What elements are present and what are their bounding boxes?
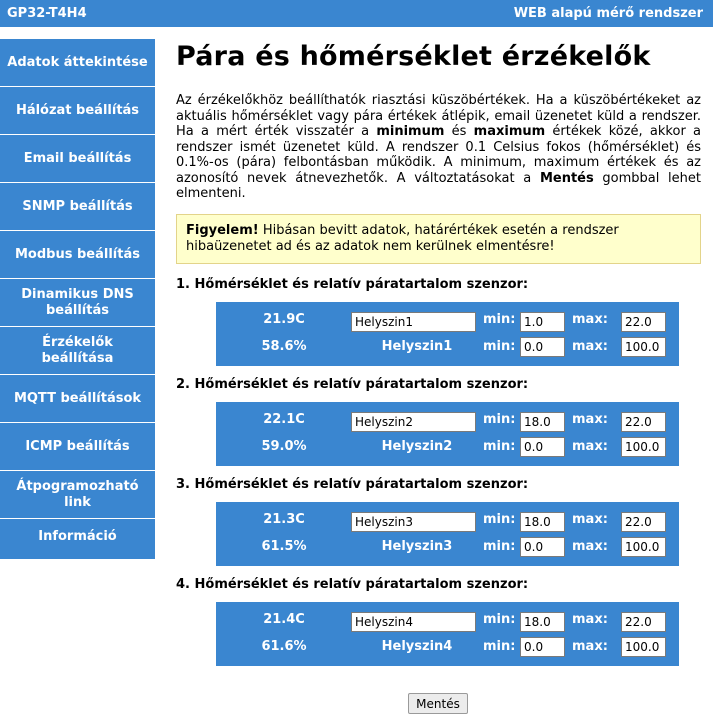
location-name-input[interactable]	[351, 612, 476, 632]
temperature-value: 22.1C	[263, 412, 305, 427]
sensor-section	[176, 577, 701, 666]
temp-min-label: min:	[483, 612, 516, 627]
sensor-section	[176, 477, 701, 566]
sidebar-item-icmp[interactable]: ICMP beállítás	[0, 423, 155, 471]
sidebar-item-sensors[interactable]: Érzékelők beállítása	[0, 327, 155, 375]
sensor-title: 3. Hőmérséklet és relatív páratartalom szenzor:	[176, 477, 529, 492]
hum-min-label: min:	[483, 439, 516, 454]
hum-max-input[interactable]	[621, 437, 666, 457]
temp-min-input[interactable]	[520, 312, 565, 332]
temp-min-label: min:	[483, 312, 516, 327]
sidebar-item-modbus[interactable]: Modbus beállítás	[0, 231, 155, 279]
hum-min-label: min:	[483, 339, 516, 354]
location-name-input[interactable]	[351, 412, 476, 432]
temp-min-label: min:	[483, 512, 516, 527]
hum-min-input[interactable]	[520, 537, 565, 557]
humidity-location-label: Helyszin4	[381, 639, 453, 654]
sensor-title: 2. Hőmérséklet és relatív páratartalom szenzor:	[176, 377, 529, 392]
temp-min-input[interactable]	[520, 512, 565, 532]
temp-max-input[interactable]	[621, 612, 666, 632]
sidebar-item-info[interactable]: Információ	[38, 529, 117, 544]
warning-box	[176, 214, 701, 264]
sidebar-item-link[interactable]: Átpogramozható link	[0, 471, 155, 519]
humidity-value: 59.0%	[261, 439, 307, 454]
temp-max-label: max:	[572, 612, 608, 627]
hum-min-input[interactable]	[520, 337, 565, 357]
temp-max-input[interactable]	[621, 312, 666, 332]
humidity-value: 58.6%	[261, 339, 307, 354]
humidity-value: 61.5%	[261, 539, 307, 554]
hum-max-input[interactable]	[621, 537, 666, 557]
sensor-title: 4. Hőmérséklet és relatív páratartalom szenzor:	[176, 577, 529, 592]
save-button[interactable]: Mentés	[408, 693, 468, 714]
hum-min-input[interactable]	[520, 437, 565, 457]
hum-max-label: max:	[572, 339, 608, 354]
sidebar-item-network[interactable]: Hálózat beállítás	[0, 87, 155, 135]
sensor-section	[176, 277, 701, 366]
hum-max-input[interactable]	[621, 337, 666, 357]
temp-max-label: max:	[572, 312, 608, 327]
temp-max-input[interactable]	[621, 512, 666, 532]
hum-max-label: max:	[572, 539, 608, 554]
device-name: GP32-T4H4	[7, 6, 87, 21]
warning-title: Figyelem!	[186, 222, 259, 238]
header-bar	[0, 0, 713, 27]
hum-min-label: min:	[483, 639, 516, 654]
humidity-value: 61.6%	[261, 639, 307, 654]
humidity-location-label: Helyszin3	[381, 539, 453, 554]
sensor-panel	[216, 402, 679, 466]
temperature-value: 21.3C	[263, 512, 305, 527]
hum-min-input[interactable]	[520, 637, 565, 657]
sidebar-item-overview[interactable]: Adatok áttekintése	[0, 39, 155, 87]
main-content	[176, 39, 701, 264]
sidebar-item-mqtt[interactable]: MQTT beállítások	[0, 375, 155, 423]
sensor-panel	[216, 302, 679, 366]
warning-text: Hibásan bevitt adatok, határértékek esetén a rendszer hibaüzenetet ad és az adatok nem kerülnek elmentésre!	[186, 222, 619, 254]
sidebar	[0, 39, 155, 559]
sensor-section	[176, 377, 701, 466]
sidebar-item-ddns[interactable]: Dinamikus DNS beállítás	[0, 279, 155, 327]
location-name-input[interactable]	[351, 512, 476, 532]
location-name-input[interactable]	[351, 312, 476, 332]
app-name: WEB alapú mérő rendszer	[513, 6, 703, 21]
sensor-panel	[216, 502, 679, 566]
hum-max-label: max:	[572, 639, 608, 654]
temp-max-input[interactable]	[621, 412, 666, 432]
humidity-location-label: Helyszin2	[381, 439, 453, 454]
humidity-location-label: Helyszin1	[381, 339, 453, 354]
hum-max-input[interactable]	[621, 637, 666, 657]
page-title: Pára és hőmérséklet érzékelők	[176, 41, 651, 72]
hum-min-label: min:	[483, 539, 516, 554]
sidebar-item-snmp[interactable]: SNMP beállítás	[0, 183, 155, 231]
temp-max-label: max:	[572, 412, 608, 427]
temperature-value: 21.9C	[263, 312, 305, 327]
intro-text: Az érzékelőkhöz beállíthatók riasztási küszöbértékek. Ha a küszöbértékeket az aktuális hőmérséklet vagy pára értékek átlépik, email üzenetet küld a rendszer. Ha a mért érték visszatér a minimum és maximum értékek közé, akkor a rendszer ismét üzenetet küld. A rendszer 0.1 Celsius fokos (hőmérséklet) és 0.1%-os (pára) felbontásban működik. A minimum, maximum értékek és az azonosító nevek átnevezhetők. A változtatásokat a Mentés gombbal lehet elmenteni.	[176, 93, 702, 201]
sensor-title: 1. Hőmérséklet és relatív páratartalom szenzor:	[176, 277, 529, 292]
temp-min-input[interactable]	[520, 612, 565, 632]
temp-min-label: min:	[483, 412, 516, 427]
sidebar-item-email[interactable]: Email beállítás	[0, 135, 155, 183]
sensor-panel	[216, 602, 679, 666]
temp-min-input[interactable]	[520, 412, 565, 432]
temperature-value: 21.4C	[263, 612, 305, 627]
temp-max-label: max:	[572, 512, 608, 527]
hum-max-label: max:	[572, 439, 608, 454]
